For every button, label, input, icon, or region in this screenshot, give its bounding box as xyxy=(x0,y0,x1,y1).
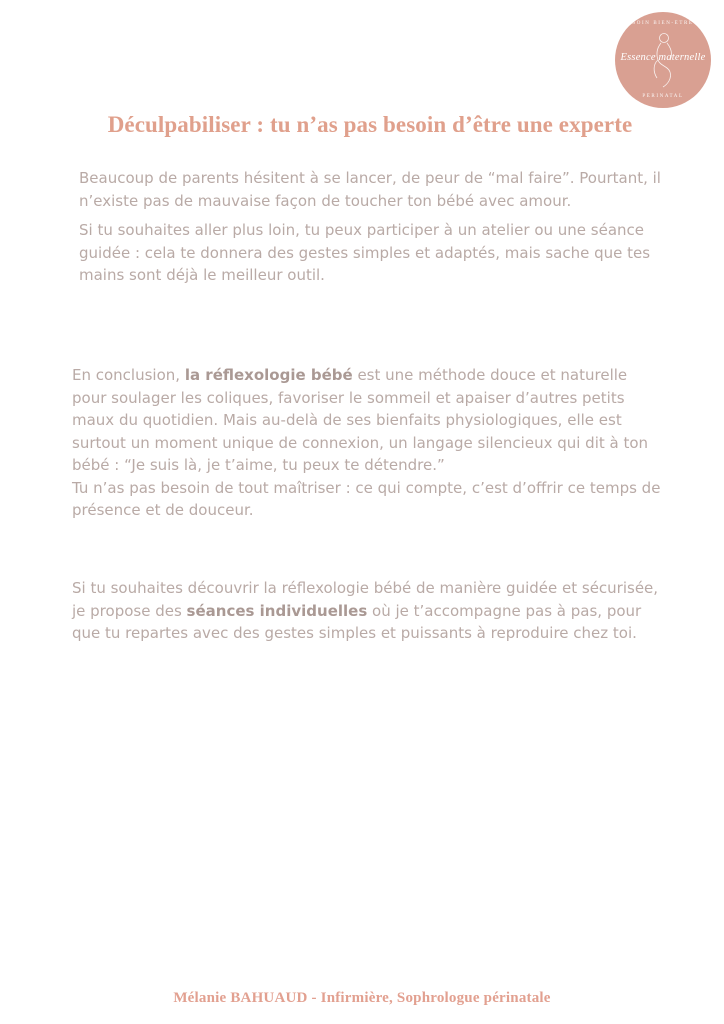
conclusion-text-end: est une méthode douce et naturelle pour soulager les coliques, favoriser le sommeil et apaiser d’autres petits maux du quotidien. Mais au-delà de ses bienfaits physiologiques, elle est surtout un moment unique de connexion, un langage silencieux qui dit à ton bébé : “Je suis là, je t’aime, tu peux te détendre.” xyxy=(72,366,649,474)
conclusion-section xyxy=(72,364,662,522)
offer-text-start: Si tu souhaites découvrir la réflexologie bébé de manière guidée et sécurisée, je propose des xyxy=(72,579,659,620)
logo-brand-name: Essence maternelle xyxy=(620,52,706,63)
conclusion-second-line: Tu n’as pas besoin de tout maîtriser : ce qui compte, c’est d’offrir ce temps de présence et de douceur. xyxy=(72,478,661,519)
offer-text-end: où je t’accompagne pas à pas, pour que tu repartes avec des gestes simples et puissants à reproduire chez toi. xyxy=(72,601,642,642)
conclusion-paragraph xyxy=(72,364,662,477)
conclusion-text-start: En conclusion, xyxy=(72,366,185,384)
page-title: Déculpabiliser : tu n’as pas besoin d’être une experte xyxy=(107,112,633,137)
brand-logo xyxy=(615,12,711,108)
offer-paragraph xyxy=(72,577,662,645)
page-footer: Mélanie BAHUAUD - Infirmière, Sophrologue périnatale xyxy=(173,990,551,1006)
intro-paragraph-1: Beaucoup de parents hésitent à se lancer, de peur de “mal faire”. Pourtant, il n’existe pas de mauvaise façon de toucher ton bébé avec amour. xyxy=(79,169,661,210)
logo-bottom-text: PÉRINATAL xyxy=(642,94,684,99)
intro-paragraph-2: Si tu souhaites aller plus loin, tu peux participer à un atelier ou une séance guidée : cela te donnera des gestes simples et adaptés, mais sache que tes mains sont déjà le meilleur outil. xyxy=(79,221,651,284)
offer-section xyxy=(72,577,662,645)
offer-highlight: séances individuelles xyxy=(186,601,368,620)
intro-section xyxy=(79,167,669,287)
conclusion-highlight: la réflexologie bébé xyxy=(184,366,353,384)
logo-top-text: SOIN BIEN-ÊTRE xyxy=(632,21,694,26)
